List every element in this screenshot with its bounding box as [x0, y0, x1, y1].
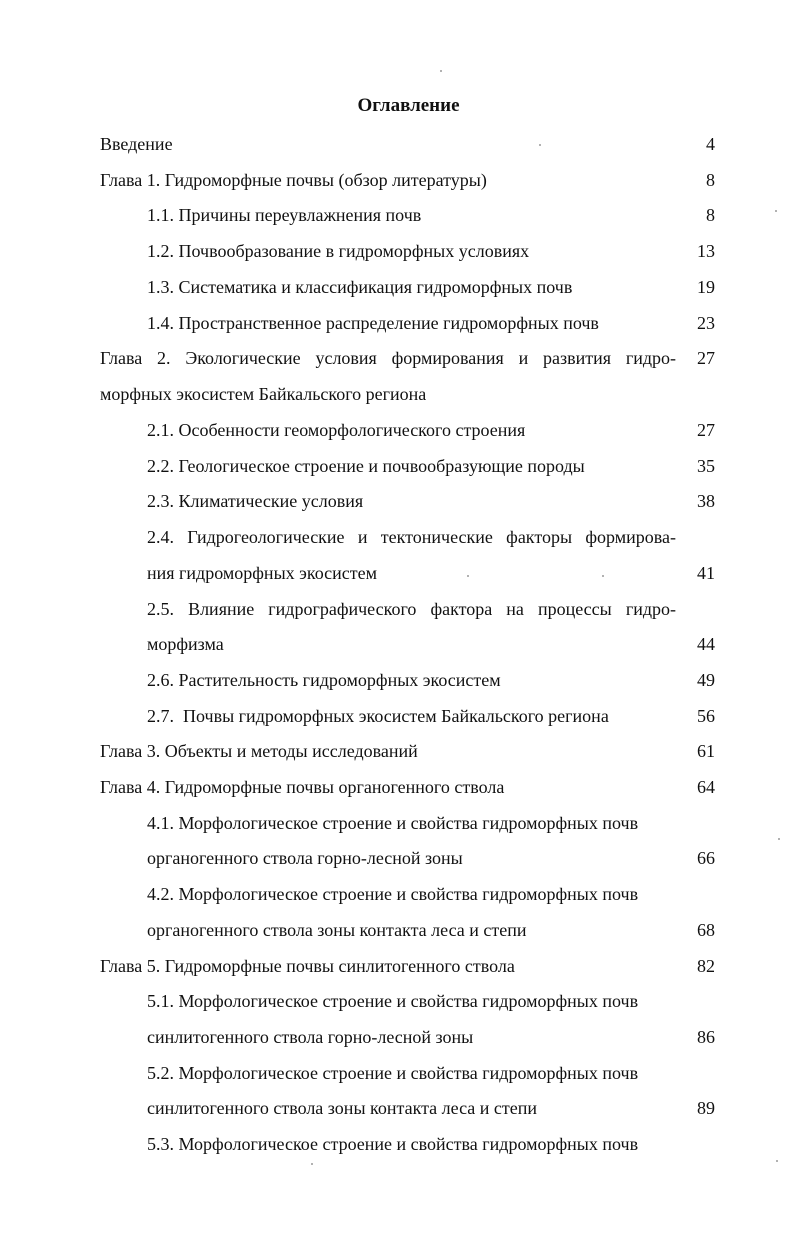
scan-speck — [467, 575, 469, 577]
toc-page-number: 41 — [697, 563, 715, 583]
toc-page-number: 89 — [697, 1098, 715, 1118]
toc-page-number: 86 — [697, 1027, 715, 1047]
toc-entry-text: Введение — [100, 134, 173, 154]
toc-page-number: 4 — [706, 134, 715, 154]
scan-speck — [440, 70, 442, 72]
page-title: Оглавление — [357, 95, 460, 116]
scan-speck — [778, 838, 780, 840]
scan-speck — [775, 210, 777, 212]
toc-entry-text: 1.3. Систематика и классификация гидроморфных почв — [147, 277, 573, 297]
toc-entry-text-continued: синлитогенного ствола горно-лесной зоны — [147, 1027, 474, 1047]
toc-page-number: 49 — [697, 670, 715, 690]
toc-entry-text: Глава 2. Экологические условия формирования и развития гидро- — [100, 348, 676, 368]
toc-page-number: 35 — [697, 456, 715, 476]
toc-entry-text-continued: морфизма — [147, 634, 224, 654]
toc-page-number: 13 — [697, 241, 715, 261]
toc-entry-text: 4.2. Морфологическое строение и свойства гидроморфных почв — [147, 884, 639, 904]
toc-page-number: 23 — [697, 313, 715, 333]
toc-page-number: 56 — [697, 706, 715, 726]
scan-speck — [602, 575, 604, 577]
toc-page-number: 61 — [697, 741, 715, 761]
toc-entry-text: 2.3. Климатические условия — [147, 491, 364, 511]
toc-entry-text: Глава 1. Гидроморфные почвы (обзор литературы) — [100, 170, 487, 190]
toc-entry-text-continued: органогенного ствола зоны контакта леса и степи — [147, 920, 527, 940]
toc-entry-text: 4.1. Морфологическое строение и свойства гидроморфных почв — [147, 813, 639, 833]
toc-entry-text: Глава 5. Гидроморфные почвы синлитогенного ствола — [100, 956, 515, 976]
toc-entry-text: 1.2. Почвообразование в гидроморфных условиях — [147, 241, 530, 261]
toc-entry-text: 1.4. Пространственное распределение гидроморфных почв — [147, 313, 599, 333]
toc-page-number: 27 — [697, 420, 715, 440]
toc-entry-text-continued: синлитогенного ствола зоны контакта леса и степи — [147, 1098, 538, 1118]
toc-entry-text: 5.3. Морфологическое строение и свойства гидроморфных почв — [147, 1134, 639, 1154]
toc-page-number: 38 — [697, 491, 715, 511]
toc-entry-text: 2.5. Влияние гидрографического фактора на процессы гидро- — [147, 599, 676, 619]
toc-entry-text-continued: морфных экосистем Байкальского региона — [100, 384, 427, 404]
toc-entry-text: Глава 4. Гидроморфные почвы органогенного ствола — [100, 777, 505, 797]
toc-entry-text: 5.2. Морфологическое строение и свойства гидроморфных почв — [147, 1063, 639, 1083]
toc-entry-text-continued: ния гидроморфных экосистем — [147, 563, 378, 583]
toc-page-number: 82 — [697, 956, 715, 976]
toc-page-number: 66 — [697, 848, 715, 868]
toc-page-number: 8 — [706, 170, 715, 190]
scan-speck — [311, 1163, 313, 1165]
toc-page-number: 44 — [697, 634, 715, 654]
toc-page-number: 64 — [697, 777, 715, 797]
toc-entry-text-continued: органогенного ствола горно-лесной зоны — [147, 848, 463, 868]
toc-page-number: 19 — [697, 277, 715, 297]
toc-page-number: 68 — [697, 920, 715, 940]
toc-entry-text: 1.1. Причины переувлажнения почв — [147, 205, 422, 225]
scan-speck — [539, 144, 541, 146]
toc-entry-text: 2.4. Гидрогеологические и тектонические факторы формирова- — [147, 527, 676, 547]
toc-entry-text: 2.7. Почвы гидроморфных экосистем Байкальского региона — [147, 706, 609, 726]
toc-entry-text: 5.1. Морфологическое строение и свойства гидроморфных почв — [147, 991, 639, 1011]
toc-entry-text: 2.1. Особенности геоморфологического строения — [147, 420, 526, 440]
toc-entry-text: 2.6. Растительность гидроморфных экосистем — [147, 670, 501, 690]
scan-speck — [776, 1160, 778, 1162]
toc-entry-text: Глава 3. Объекты и методы исследований — [100, 741, 418, 761]
toc-page-number: 27 — [697, 348, 715, 368]
toc-entry-text: 2.2. Геологическое строение и почвообразующие породы — [147, 456, 585, 476]
toc-page-number: 8 — [706, 205, 715, 225]
